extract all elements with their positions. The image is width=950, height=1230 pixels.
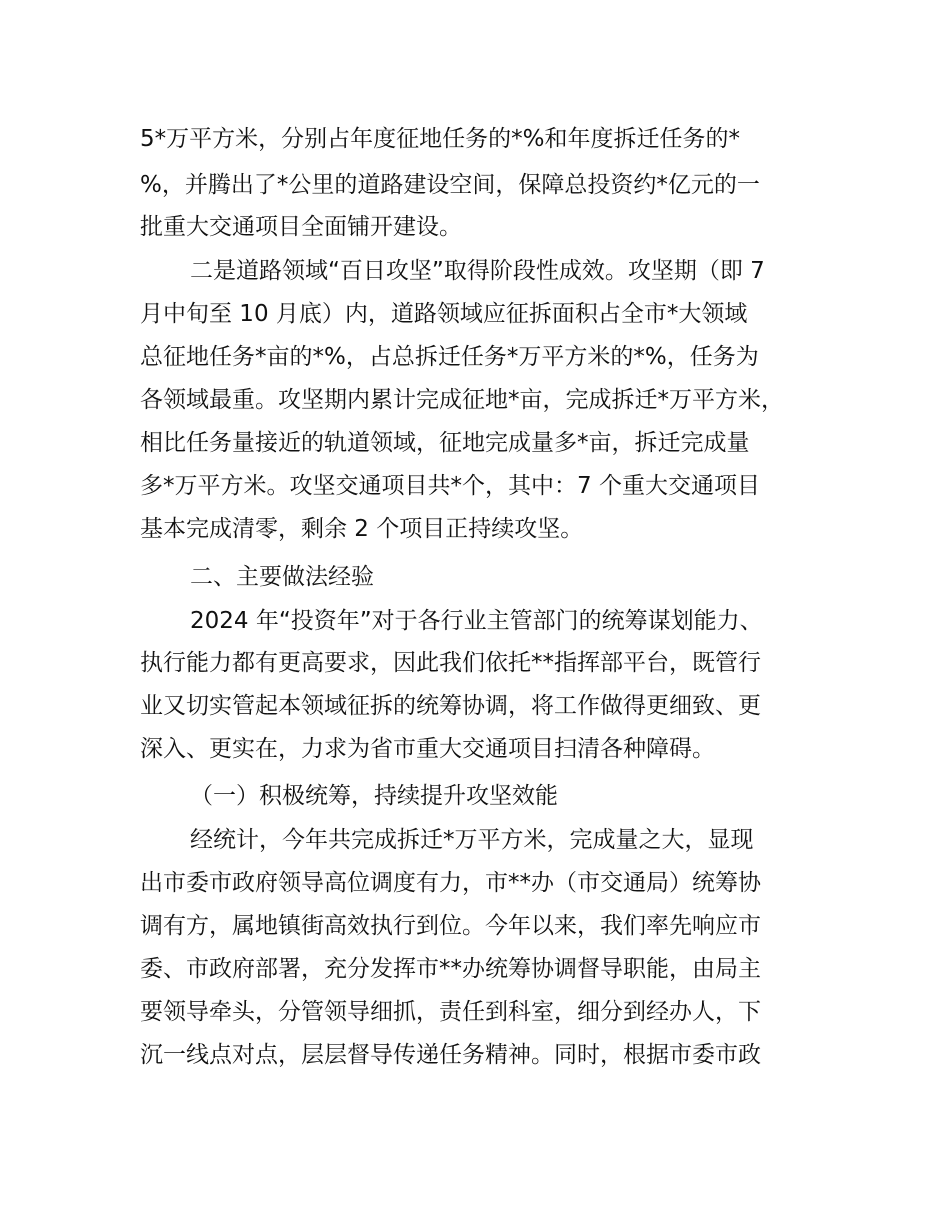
paragraph-first-line: 2024 年“投资年”对于各行业主管部门的统筹谋划能力、 <box>190 608 763 634</box>
text-line: 执行能力都有更高要求，因此我们依托**指挥部平台，既管行 <box>140 650 761 676</box>
text-line: 批重大交通项目全面铺开建设。 <box>140 214 462 240</box>
text-line: 多*万平方米。攻坚交通项目共*个，其中：7 个重大交通项目 <box>140 473 760 499</box>
text-line: 沉一线点对点，层层督导传递任务精神。同时，根据市委市政 <box>140 1042 761 1068</box>
text-line: 5*万平方米，分别占年度征地任务的*%和年度拆迁任务的* <box>140 126 740 152</box>
text-line: 委、市政府部署，充分发挥市**办统筹协调督导职能，由局主 <box>140 956 761 982</box>
text-line: 深入、更实在，力求为省市重大交通项目扫清各种障碍。 <box>140 736 715 762</box>
text-line: 业又切实管起本领域征拆的统筹协调，将工作做得更细致、更 <box>140 693 761 719</box>
subsection-heading: （一）积极统筹，持续提升攻坚效能 <box>190 783 558 809</box>
paragraph-first-line: 经统计，今年共完成拆迁*万平方米，完成量之大，显现 <box>190 827 754 853</box>
text-line: 基本完成清零，剩余 2 个项目正持续攻坚。 <box>140 516 584 542</box>
text-line: 调有方，属地镇街高效执行到位。今年以来，我们率先响应市 <box>140 913 761 939</box>
text-line: 总征地任务*亩的*%，占总拆迁任务*万平方米的*%，任务为 <box>140 344 759 370</box>
text-line: 相比任务量接近的轨道领域，征地完成量多*亩，拆迁完成量 <box>140 430 750 456</box>
section-heading: 二、主要做法经验 <box>190 564 374 590</box>
paragraph-first-line: 二是道路领域“百日攻坚”取得阶段性成效。攻坚期（即 7 <box>190 258 765 284</box>
text-line: 出市委市政府领导高位调度有力，市**办（市交通局）统筹协 <box>140 870 761 896</box>
text-line: 各领域最重。攻坚期内累计完成征地*亩，完成拆迁*万平方米， <box>140 387 784 413</box>
text-line: %，并腾出了*公里的道路建设空间，保障总投资约*亿元的一 <box>140 172 760 198</box>
text-line: 月中旬至 10 月底）内，道路领域应征拆面积占全市*大领域 <box>140 301 748 327</box>
text-line: 要领导牵头，分管领导细抓，责任到科室，细分到经办人，下 <box>140 999 761 1025</box>
